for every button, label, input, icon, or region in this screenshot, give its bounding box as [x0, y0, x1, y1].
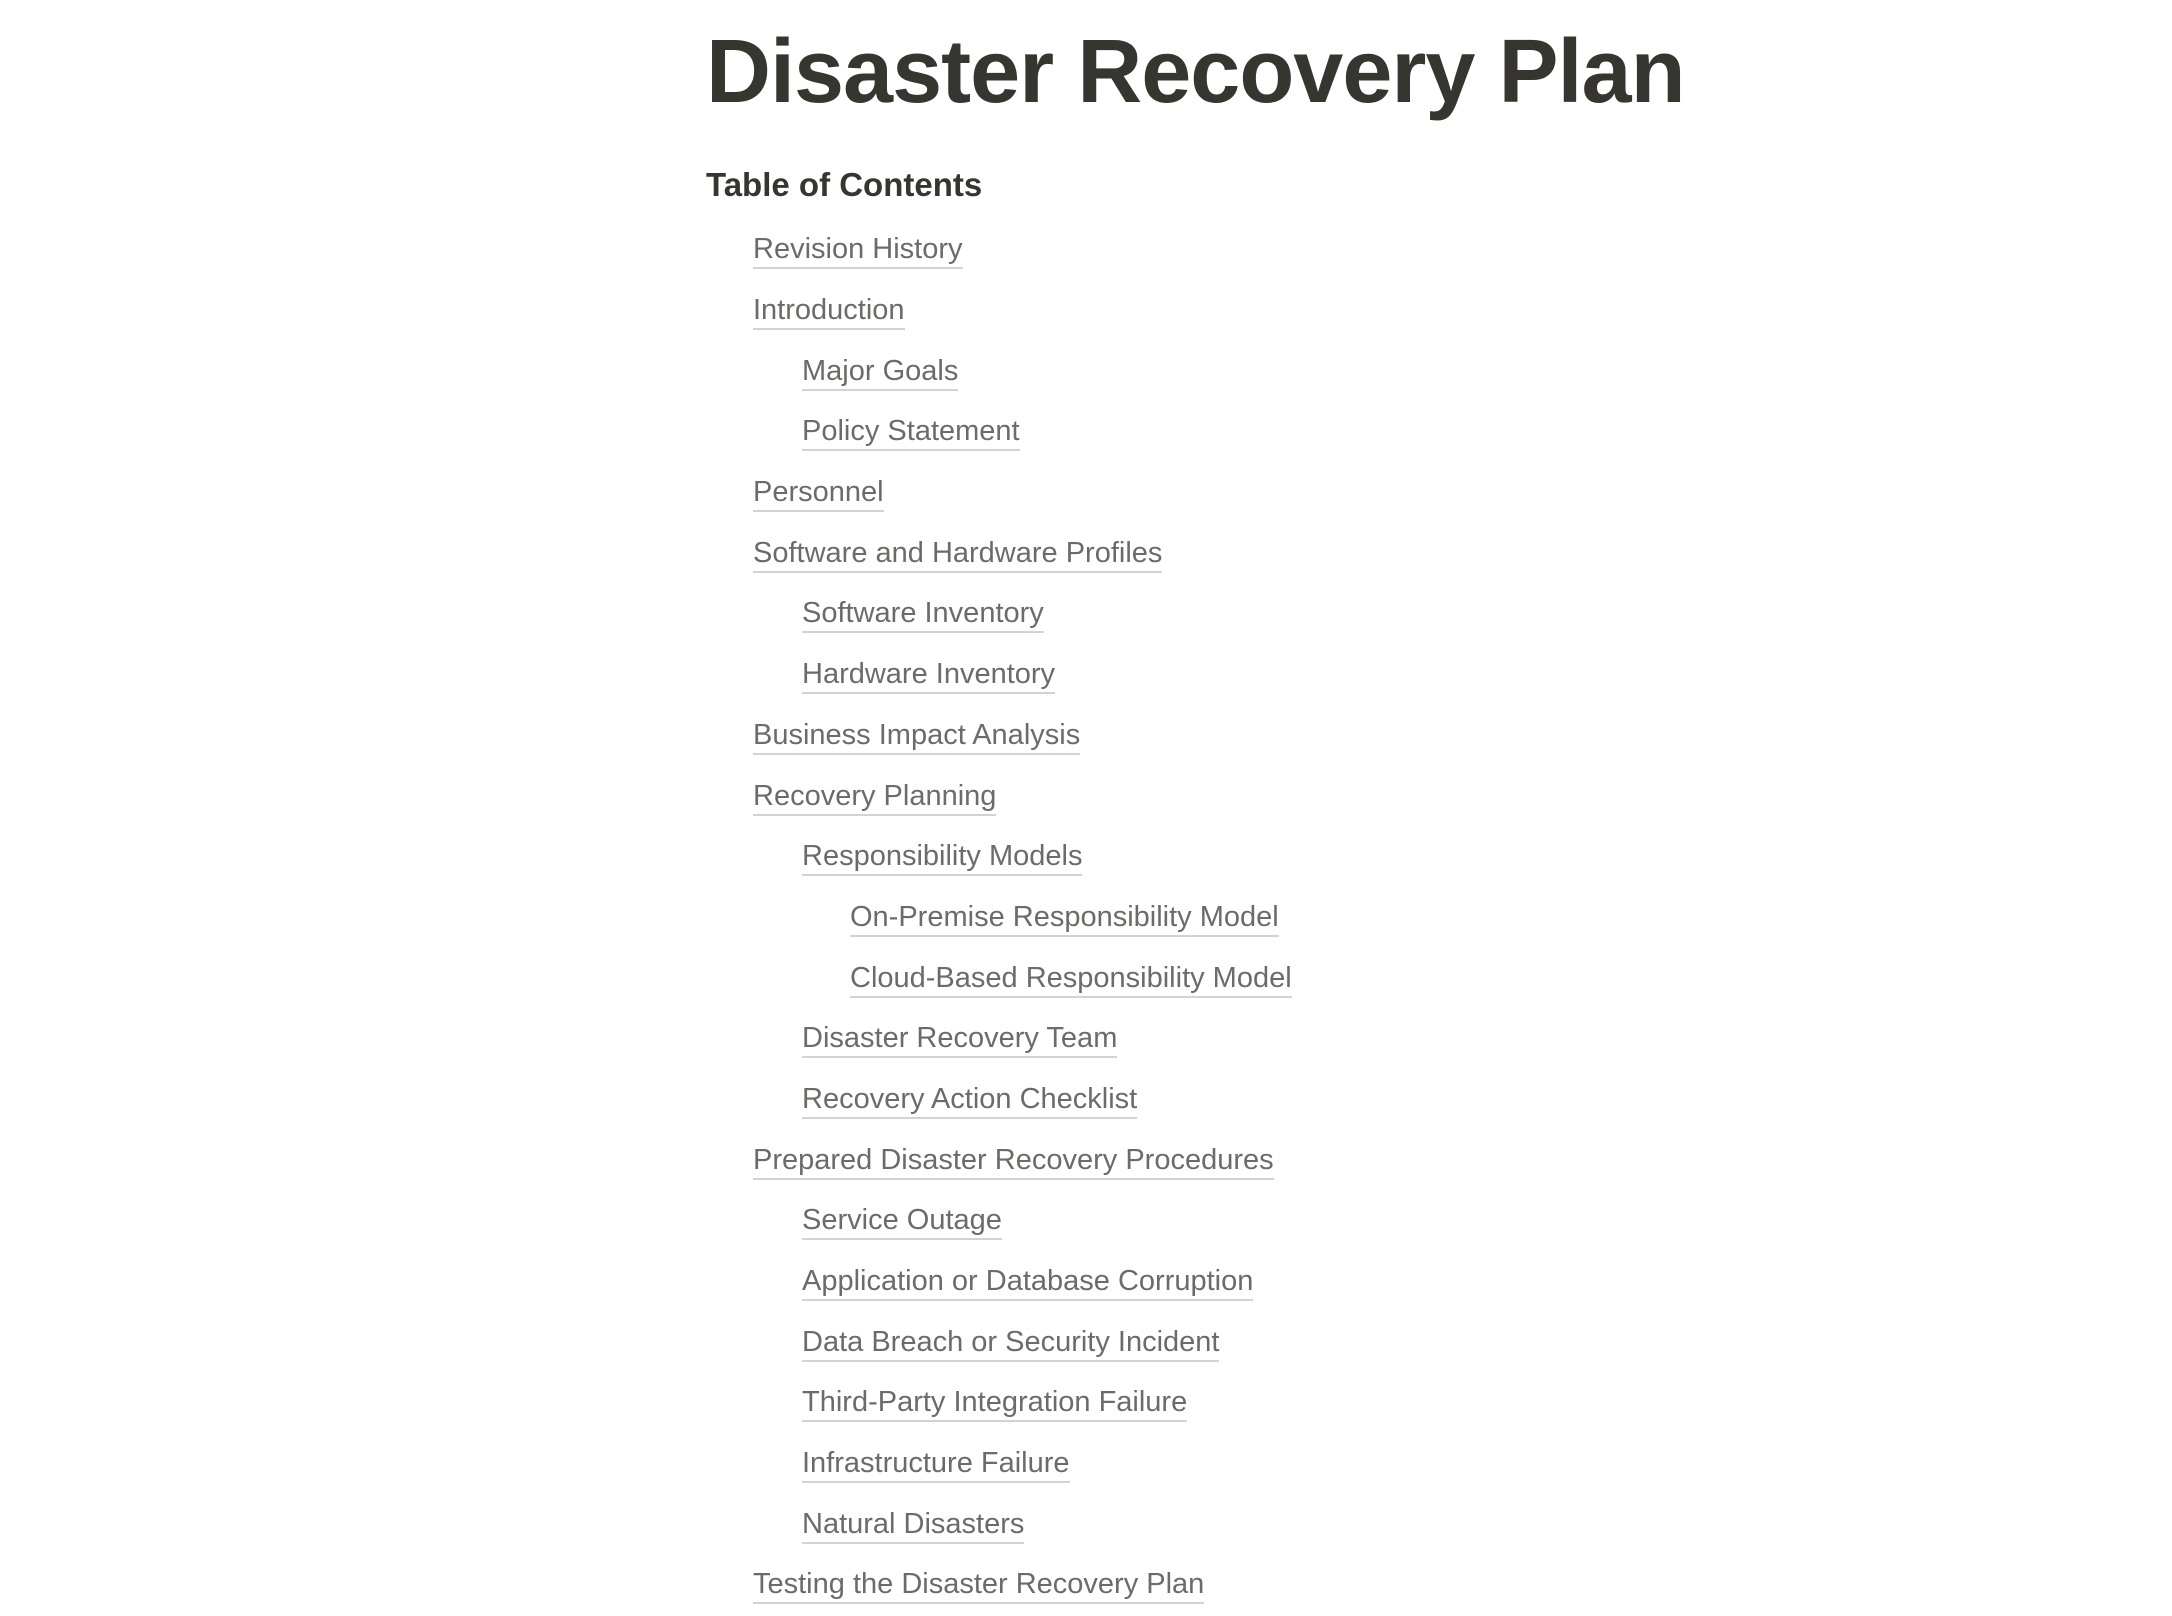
toc-link-data-breach[interactable]: Data Breach or Security Incident: [802, 1324, 1219, 1362]
toc-link-application-database-corruption[interactable]: Application or Database Corruption: [802, 1263, 1253, 1301]
toc-heading: Table of Contents: [706, 166, 983, 203]
toc-item-policy-statement: [706, 402, 1806, 463]
toc-item-recovery-planning: [706, 766, 1806, 827]
toc-link-prepared-procedures[interactable]: Prepared Disaster Recovery Procedures: [753, 1142, 1274, 1180]
toc-link-cloud-based-responsibility-model[interactable]: Cloud-Based Responsibility Model: [850, 960, 1292, 998]
toc-item-software-inventory: [706, 584, 1806, 645]
toc-link-revision-history[interactable]: Revision History: [753, 231, 963, 269]
toc-link-business-impact-analysis[interactable]: Business Impact Analysis: [753, 717, 1080, 755]
toc-item-responsibility-models: [706, 827, 1806, 888]
toc-link-major-goals[interactable]: Major Goals: [802, 353, 958, 391]
toc-link-recovery-planning[interactable]: Recovery Planning: [753, 778, 996, 816]
toc-item-data-breach: [706, 1312, 1806, 1373]
toc-item-software-hardware-profiles: [706, 523, 1806, 584]
toc-item-cloud-based-responsibility-model: [706, 948, 1806, 1009]
toc-link-hardware-inventory[interactable]: Hardware Inventory: [802, 656, 1055, 694]
toc-link-disaster-recovery-team[interactable]: Disaster Recovery Team: [802, 1020, 1117, 1058]
toc-item-recovery-action-checklist: [706, 1070, 1806, 1131]
toc-link-service-outage[interactable]: Service Outage: [802, 1202, 1002, 1240]
toc-item-service-outage: [706, 1191, 1806, 1252]
toc-link-recovery-action-checklist[interactable]: Recovery Action Checklist: [802, 1081, 1137, 1119]
toc-item-business-impact-analysis: [706, 706, 1806, 767]
toc-link-introduction[interactable]: Introduction: [753, 292, 905, 330]
toc-link-on-premise-responsibility-model[interactable]: On-Premise Responsibility Model: [850, 899, 1279, 937]
toc-link-software-hardware-profiles[interactable]: Software and Hardware Profiles: [753, 535, 1162, 573]
toc-item-prepared-procedures: [706, 1130, 1806, 1191]
toc-item-personnel: [706, 463, 1806, 524]
toc-link-policy-statement[interactable]: Policy Statement: [802, 413, 1020, 451]
toc-item-third-party-failure: [706, 1373, 1806, 1434]
toc-link-software-inventory[interactable]: Software Inventory: [802, 595, 1044, 633]
toc-link-infrastructure-failure[interactable]: Infrastructure Failure: [802, 1445, 1070, 1483]
toc-item-disaster-recovery-team: [706, 1009, 1806, 1070]
page-title: Disaster Recovery Plan: [706, 22, 1685, 122]
toc-item-major-goals: [706, 341, 1806, 402]
toc-link-natural-disasters[interactable]: Natural Disasters: [802, 1506, 1024, 1544]
toc-item-introduction: [706, 281, 1806, 342]
toc-item-on-premise-responsibility-model: [706, 888, 1806, 949]
toc-item-testing-plan: [706, 1555, 1806, 1616]
toc-link-testing-plan[interactable]: Testing the Disaster Recovery Plan: [753, 1566, 1204, 1604]
toc-item-hardware-inventory: [706, 645, 1806, 706]
toc-link-personnel[interactable]: Personnel: [753, 474, 884, 512]
toc-item-natural-disasters: [706, 1494, 1806, 1555]
toc-item-revision-history: [706, 220, 1806, 281]
toc-link-third-party-failure[interactable]: Third-Party Integration Failure: [802, 1384, 1187, 1422]
toc-item-infrastructure-failure: [706, 1434, 1806, 1495]
document-page: [706, 0, 1806, 1616]
toc-item-application-database-corruption: [706, 1252, 1806, 1313]
toc-link-responsibility-models[interactable]: Responsibility Models: [802, 838, 1082, 876]
table-of-contents: [706, 205, 1806, 1616]
